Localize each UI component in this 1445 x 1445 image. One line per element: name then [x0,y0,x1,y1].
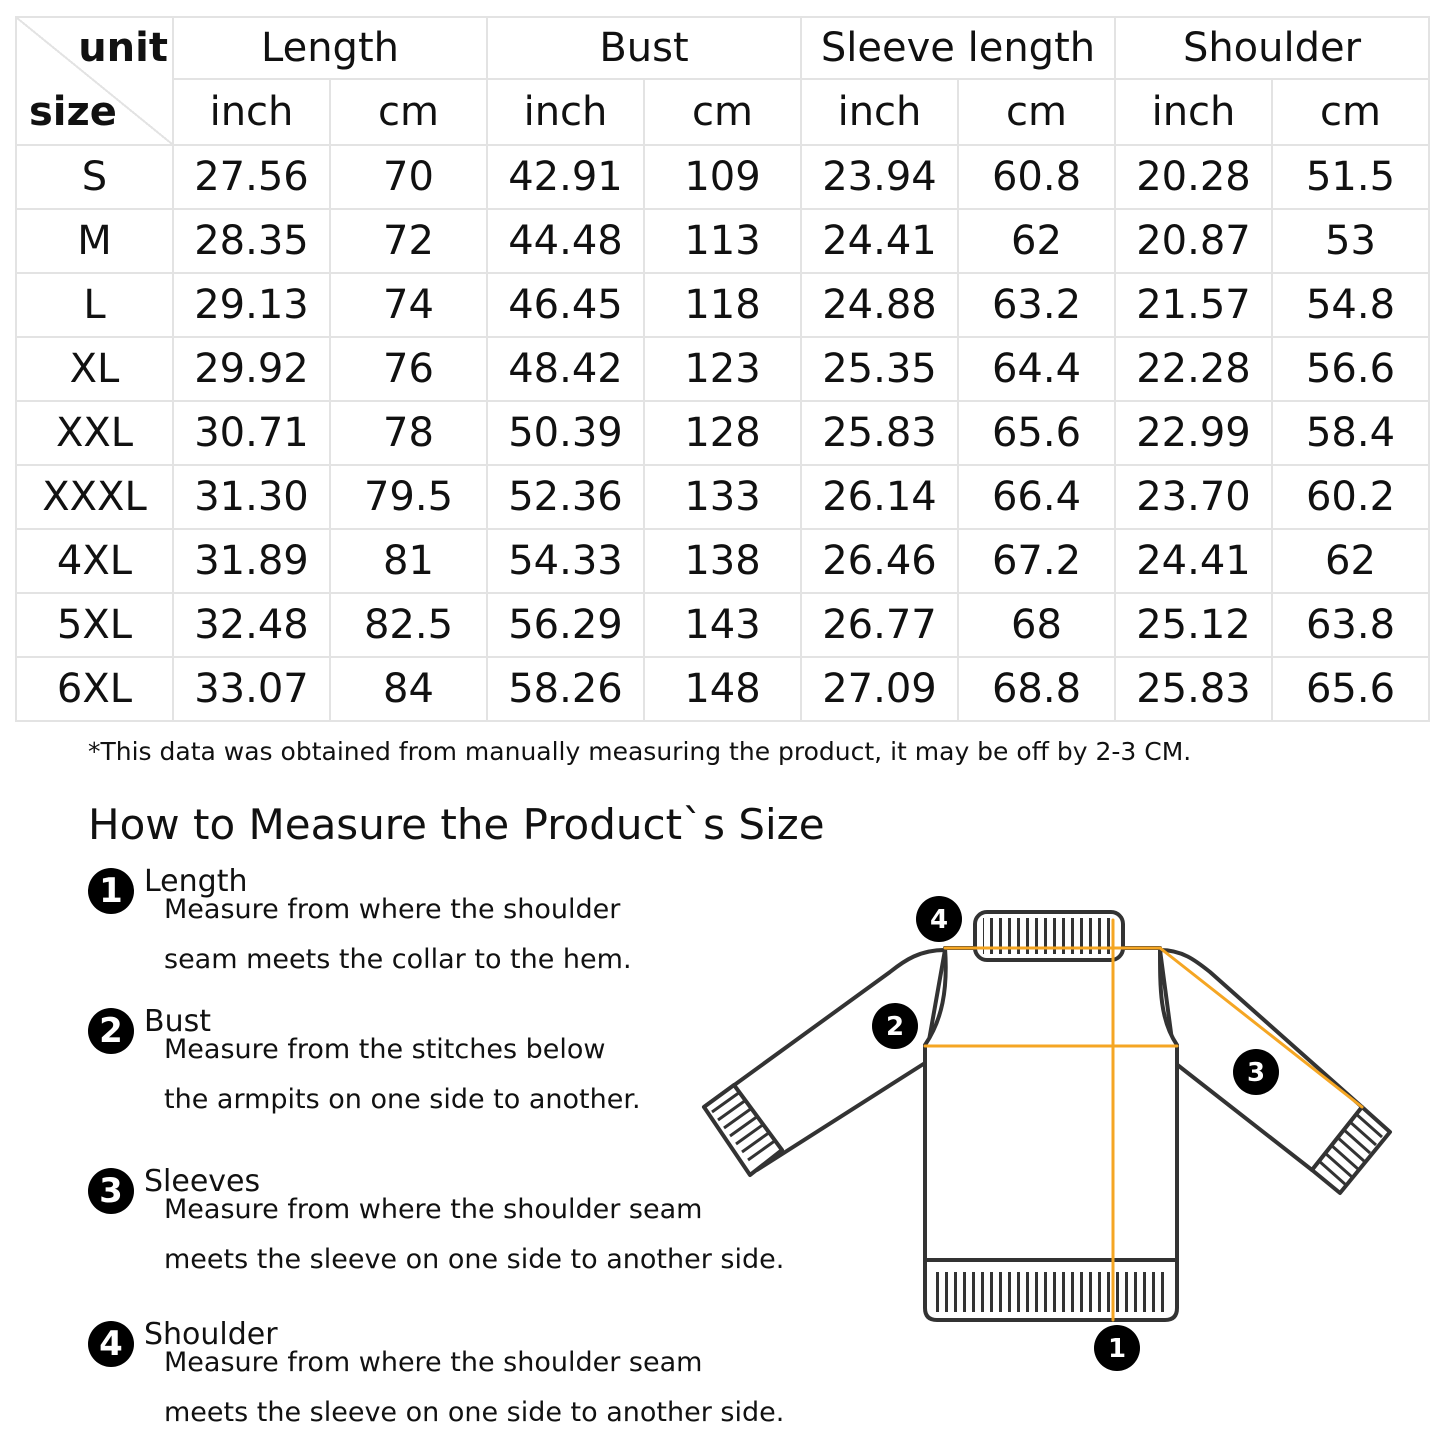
measurement-cell: 81 [330,529,487,593]
table-row [16,145,1429,209]
header-bust: Bust [487,17,801,79]
unit-header: inch [801,79,958,145]
table-row [16,401,1429,465]
step-title: Sleeves [144,1164,261,1199]
measurement-cell: 138 [644,529,801,593]
measurement-cell: 63.2 [958,273,1115,337]
measurement-cell: 65.6 [958,401,1115,465]
svg-text:3: 3 [1246,1058,1266,1088]
measurement-cell: 56.29 [487,593,644,657]
header-sleeve-length: Sleeve length [801,17,1115,79]
measurement-cell: 72 [330,209,487,273]
measurement-cell: 28.35 [173,209,330,273]
measurement-cell: 24.88 [801,273,958,337]
table-row [16,529,1429,593]
measurement-cell: 60.2 [1272,465,1429,529]
measurement-cell: 74 [330,273,487,337]
measurement-cell: 118 [644,273,801,337]
svg-text:4: 4 [929,905,949,935]
measurement-cell: 44.48 [487,209,644,273]
measurement-cell: 24.41 [801,209,958,273]
measurement-cell: 23.94 [801,145,958,209]
sweater-measurement-diagram [690,880,1410,1390]
unit-header: cm [1272,79,1429,145]
step-description-line: Measure from where the shoulder [164,894,621,925]
unit-header: inch [173,79,330,145]
guide-title: How to Measure the Product`s Size [88,800,825,849]
measurement-cell: 29.92 [173,337,330,401]
measurement-cell: 22.28 [1115,337,1272,401]
table-row [16,657,1429,721]
step-description-line: the armpits on one side to another. [164,1084,641,1115]
table-corner-cell [16,17,173,145]
step-description-line: Measure from the stitches below [164,1034,606,1065]
table-header-units [16,79,1429,145]
step-description-line: Measure from where the shoulder seam [164,1347,703,1378]
measurement-cell: 63.8 [1272,593,1429,657]
size-chart-table [15,16,1430,722]
measurement-cell: 25.35 [801,337,958,401]
measurement-cell: 66.4 [958,465,1115,529]
measurement-cell: 27.56 [173,145,330,209]
header-shoulder: Shoulder [1115,17,1429,79]
svg-text:1: 1 [1107,1334,1127,1364]
corner-size-label: size [29,89,117,135]
step-description-line: seam meets the collar to the hem. [164,944,632,975]
step-title: Shoulder [144,1317,278,1352]
size-cell: 5XL [16,593,173,657]
step-number-badge: 4 [88,1321,134,1367]
hem-ribbing [932,1272,1170,1312]
measurement-cell: 64.4 [958,337,1115,401]
measurement-cell: 48.42 [487,337,644,401]
step-number-badge: 2 [88,1008,134,1054]
measurement-cell: 21.57 [1115,273,1272,337]
measurement-cell: 20.87 [1115,209,1272,273]
corner-unit-label: unit [78,25,168,71]
sweater-body [925,948,1177,1280]
table-row [16,337,1429,401]
size-cell: XXXL [16,465,173,529]
step-title: Length [144,864,248,899]
size-cell: XXL [16,401,173,465]
measurement-cell: 25.12 [1115,593,1272,657]
measurement-cell: 32.48 [173,593,330,657]
measurement-cell: 25.83 [801,401,958,465]
measurement-cell: 30.71 [173,401,330,465]
measurement-cell: 25.83 [1115,657,1272,721]
measurement-cell: 70 [330,145,487,209]
measurement-cell: 68.8 [958,657,1115,721]
badge-bust [872,1003,918,1049]
measurement-cell: 27.09 [801,657,958,721]
table-row [16,209,1429,273]
measurement-cell: 65.6 [1272,657,1429,721]
measurement-cell: 24.41 [1115,529,1272,593]
measurement-cell: 23.70 [1115,465,1272,529]
measurement-cell: 60.8 [958,145,1115,209]
step-description-line: Measure from where the shoulder seam [164,1194,703,1225]
measurement-cell: 26.46 [801,529,958,593]
measurement-cell: 133 [644,465,801,529]
table-row [16,273,1429,337]
measurement-cell: 52.36 [487,465,644,529]
step-title: Bust [144,1004,211,1039]
badge-sleeve [1233,1049,1279,1095]
measurement-cell: 58.4 [1272,401,1429,465]
measurement-cell: 67.2 [958,529,1115,593]
table-row [16,465,1429,529]
measurement-cell: 68 [958,593,1115,657]
measurement-cell: 148 [644,657,801,721]
measurement-cell: 53 [1272,209,1429,273]
measurement-cell: 29.13 [173,273,330,337]
measurement-cell: 26.14 [801,465,958,529]
measurement-cell: 31.30 [173,465,330,529]
size-cell: M [16,209,173,273]
table-body [16,145,1429,721]
badge-length [1094,1325,1140,1371]
measurement-cell: 51.5 [1272,145,1429,209]
unit-header: inch [487,79,644,145]
measurement-cell: 33.07 [173,657,330,721]
table-header-groups [16,17,1429,79]
step-description-line: meets the sleeve on one side to another side. [164,1397,785,1428]
measurement-cell: 82.5 [330,593,487,657]
measurement-cell: 50.39 [487,401,644,465]
measurement-cell: 123 [644,337,801,401]
measurement-cell: 20.28 [1115,145,1272,209]
measurement-cell: 62 [1272,529,1429,593]
unit-header: inch [1115,79,1272,145]
size-cell: S [16,145,173,209]
size-cell: XL [16,337,173,401]
measurement-cell: 109 [644,145,801,209]
unit-header: cm [644,79,801,145]
size-cell: 6XL [16,657,173,721]
measurement-cell: 22.99 [1115,401,1272,465]
measurement-cell: 128 [644,401,801,465]
unit-header: cm [958,79,1115,145]
measurement-cell: 46.45 [487,273,644,337]
measurement-cell: 84 [330,657,487,721]
step-number-badge: 1 [88,868,134,914]
measurement-cell: 56.6 [1272,337,1429,401]
table-row [16,593,1429,657]
measurement-cell: 58.26 [487,657,644,721]
unit-header: cm [330,79,487,145]
measurement-note: *This data was obtained from manually measuring the product, it may be off by 2-3 CM. [88,737,1192,766]
step-number-badge: 3 [88,1168,134,1214]
size-cell: L [16,273,173,337]
step-description-line: meets the sleeve on one side to another side. [164,1244,785,1275]
measurement-cell: 78 [330,401,487,465]
badge-shoulder [916,896,962,942]
measurement-cell: 113 [644,209,801,273]
size-cell: 4XL [16,529,173,593]
measurement-cell: 42.91 [487,145,644,209]
measurement-cell: 26.77 [801,593,958,657]
measurement-cell: 76 [330,337,487,401]
measurement-cell: 54.33 [487,529,644,593]
measurement-cell: 54.8 [1272,273,1429,337]
svg-text:2: 2 [885,1012,905,1042]
measurement-cell: 143 [644,593,801,657]
header-length: Length [173,17,487,79]
measurement-cell: 62 [958,209,1115,273]
measurement-cell: 79.5 [330,465,487,529]
measurement-cell: 31.89 [173,529,330,593]
